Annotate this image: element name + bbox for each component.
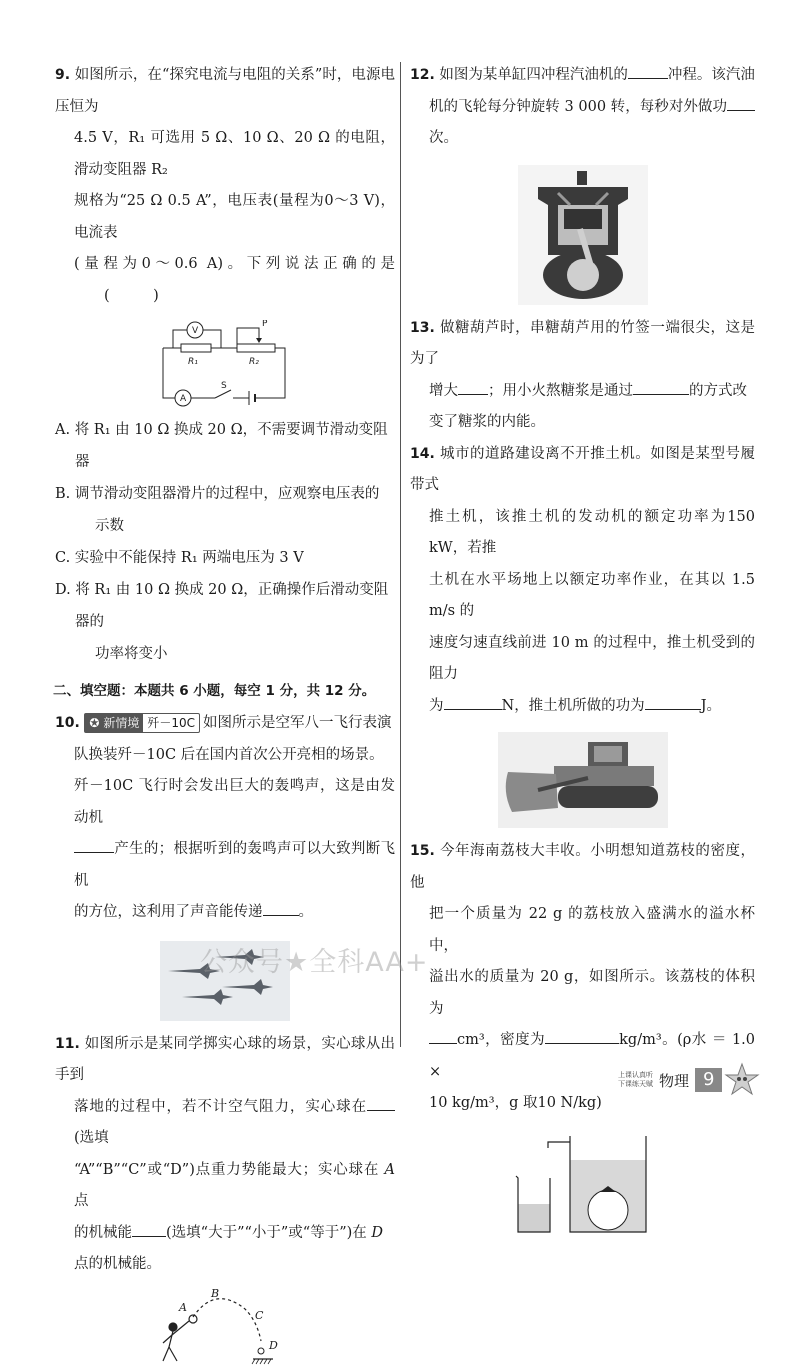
- ammeter-label: A: [180, 394, 187, 404]
- new-scenario-badge: ✪ 新情境 歼－10C: [84, 713, 200, 733]
- question-number: 15.: [410, 843, 435, 859]
- question-text: 把一个质量为 22 g 的荔枝放入盛满水的溢水杯中，: [429, 906, 755, 954]
- answer-blank[interactable]: [727, 96, 755, 111]
- question-11: 11. 如图所示是某同学掷实心球的场景，实心球从出手到 落地的过程中，若不计空气阻力，实心球在(选填 “A”“B”“C”或“D”)点重力势能最大；实心球在 A 点 的机械能 (选填“大于”“小于”或“等于”)在 D 点的机械能。 A B C D: [55, 1029, 395, 1367]
- answer-blank[interactable]: [628, 64, 668, 79]
- switch-label: S: [221, 381, 227, 391]
- question-number: 13.: [410, 319, 435, 336]
- point-b-label: B: [211, 1286, 220, 1300]
- answer-blank[interactable]: [444, 695, 502, 710]
- question-14: 14. 城市的道路建设离不开推土机。如图是某型号履带式 推土机，该推土机的发动机的额定功率为150 kW，若推 土机在水平场地上以额定功率作业，在其以 1.5 m/s 的 速度匀速直线前进 10 m 的过程中，推土机受到的阻力 为 N，推土机所做的功为 J。: [410, 439, 755, 829]
- question-number: 9.: [55, 67, 71, 83]
- question-text: 队换装歼－10C 后在国内首次公开亮相的场景。: [74, 746, 384, 763]
- option-c: C. 实验中不能保持 R₁ 两端电压为 3 V: [55, 550, 304, 566]
- shot-put-diagram: [145, 1287, 305, 1367]
- question-10: 10. ✪ 新情境 歼－10C 如图所示是空军八一飞行表演 队换装歼－10C 后在国内首次公开亮相的场景。 歼－10C 飞行时会发出巨大的轰鸣声，这是由发动机 产生的；根据听到的轰鸣声可以大致判断飞机 的方位，这利用了声音能传递 。: [55, 708, 395, 1021]
- answer-blank[interactable]: [458, 380, 488, 395]
- question-13: 13. 做糖葫芦时，串糖葫芦用的竹签一端很尖，这是为了 增大 ；用小火熬糖浆是通过 的方式改 变了糖浆的内能。: [410, 313, 755, 439]
- answer-blank[interactable]: [74, 838, 114, 853]
- r1-label: R₁: [188, 357, 198, 367]
- answer-blank[interactable]: [645, 695, 701, 710]
- question-text: 土机在水平场地上以额定功率作业，在其以 1.5 m/s 的: [429, 571, 755, 619]
- question-text: 推土机，该推土机的发动机的额定功率为150 kW，若推: [429, 508, 755, 556]
- overflow-cup-diagram: [508, 1130, 658, 1240]
- option-b: B. 调节滑动变阻器滑片的过程中，应观察电压表的 示数: [55, 486, 380, 534]
- slider-label: P: [262, 320, 268, 329]
- r2-label: R₂: [249, 357, 259, 367]
- question-text: 如图所示，在“探究电流与电阻的关系”时，电源电压恒为: [55, 67, 395, 115]
- question-text: 溢出水的质量为 20 g，如图所示。该荔枝的体积为: [429, 969, 755, 1017]
- question-text: 歼－10C 飞行时会发出巨大的轰鸣声，这是由发动机: [74, 778, 395, 826]
- question-text: (量程为0～0.6 A)。下列说法正确的是: [74, 256, 395, 272]
- watermark: 公众号★全科AA+: [200, 947, 429, 978]
- question-text: 速度匀速直线前进 10 m 的过程中，推土机受到的阻力: [429, 634, 755, 682]
- voltmeter-label: V: [192, 326, 199, 336]
- question-number: 11.: [55, 1035, 80, 1052]
- question-text: 10 kg/m³，g 取10 N/kg): [429, 1095, 602, 1111]
- answer-blank[interactable]: [367, 1096, 395, 1111]
- answer-blank[interactable]: [132, 1222, 166, 1237]
- page-footer: [618, 1062, 760, 1098]
- question-15: 15. 今年海南荔枝大丰收。小明想知道荔枝的密度，他 把一个质量为 22 g 的荔枝放入盛满水的溢水杯中， 溢出水的质量为 20 g，如图所示。该荔枝的体积为 cm³，密度为 kg/m³。(ρ水 ＝ 1.0 × 10 kg/m³，g 取10 N/kg): [410, 836, 755, 1240]
- question-12: 12. 如图为某单缸四冲程汽油机的 冲程。该汽油 机的飞轮每分钟旋转 3 000 转，每秒对外做功次。: [410, 60, 755, 305]
- question-text: 规格为“25 Ω 0.5 A”，电压表(量程为0～3 V)，电流表: [74, 193, 395, 241]
- answer-blank[interactable]: [545, 1029, 619, 1044]
- left-column: [55, 60, 395, 1367]
- section-heading: 二、填空题：本题共 6 小题，每空 1 分，共 12 分。: [53, 683, 376, 699]
- option-a: A. 将 R₁ 由 10 Ω 换成 20 Ω，不需要调节滑动变阻器: [55, 422, 388, 470]
- question-number: 14.: [410, 445, 435, 462]
- question-text: 4.5 V，R₁ 可选用 5 Ω、10 Ω、20 Ω 的电阻，滑动变阻器 R₂: [74, 130, 395, 178]
- circuit-diagram: [155, 320, 295, 408]
- point-c-label: C: [255, 1308, 264, 1322]
- question-text: 点的机械能。: [74, 1256, 161, 1272]
- point-d-label: D: [269, 1338, 278, 1352]
- option-d: D. 将 R₁ 由 10 Ω 换成 20 Ω，正确操作后滑动变阻器的 功率将变小: [55, 582, 389, 662]
- footer-slogan: 上课认真听 下课练天赋: [618, 1071, 653, 1088]
- column-divider: [400, 62, 401, 1047]
- engine-diagram: [518, 165, 648, 305]
- answer-blank[interactable]: [263, 901, 299, 916]
- question-number: 10.: [55, 715, 80, 731]
- answer-blank[interactable]: [633, 380, 689, 395]
- page-number: 9: [695, 1068, 722, 1092]
- bulldozer-photo: [498, 732, 668, 828]
- answer-blank[interactable]: [429, 1029, 457, 1044]
- star-icon: ✪: [89, 716, 100, 730]
- question-9: [55, 60, 395, 670]
- question-text: 变了糖浆的内能。: [429, 414, 545, 430]
- answer-paren: ( ): [104, 287, 159, 304]
- subject-label: 物理: [659, 1071, 690, 1090]
- point-a-label: A: [179, 1300, 187, 1314]
- question-number: 12.: [410, 67, 435, 83]
- mascot-star-icon: [724, 1062, 760, 1098]
